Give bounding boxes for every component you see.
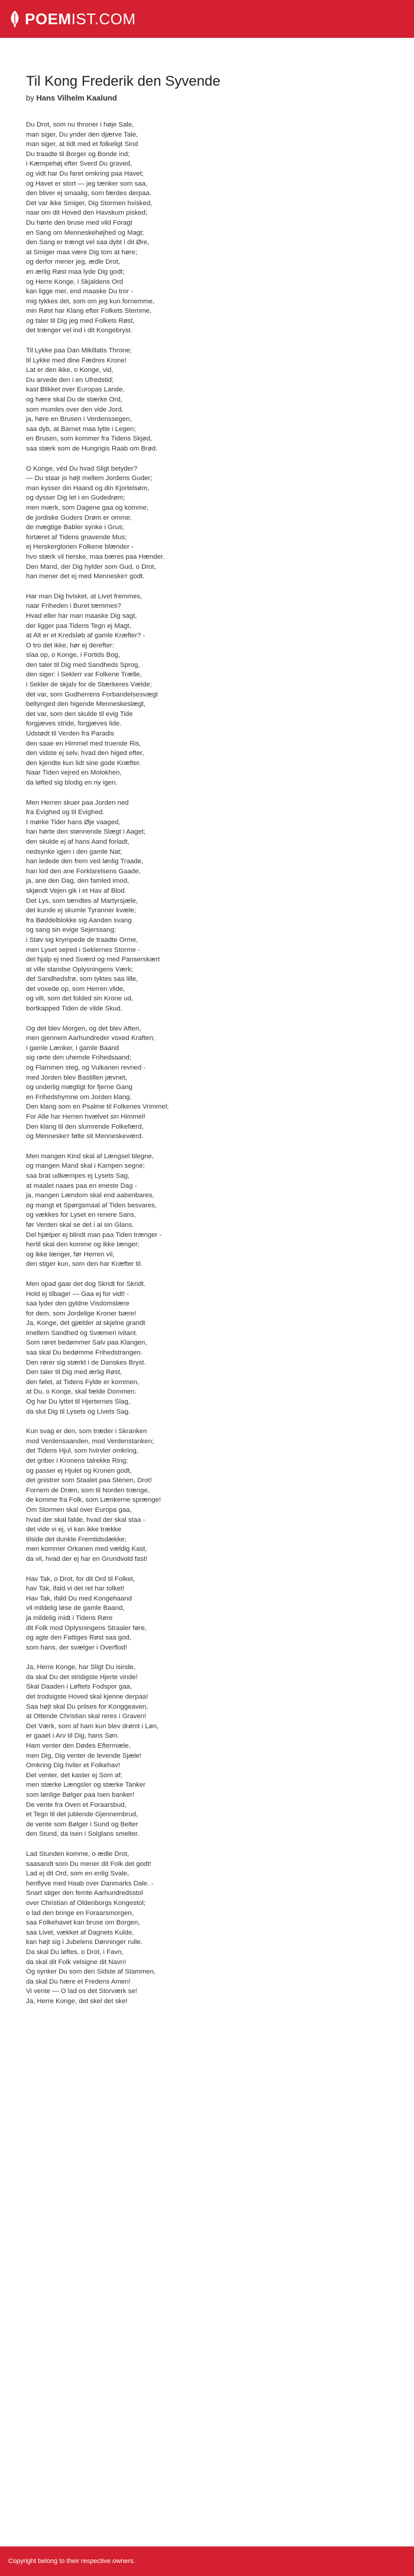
poem-line: man siger, Du ynder den djærve Tale, [26, 131, 138, 138]
poem-line: saa skal Du bedømme Frihedstrangen. [26, 1349, 143, 1357]
poem-line: den taler til Dig med Sandheds Sprog, [26, 661, 140, 669]
poem-line: da vil, hvad der ej har en Grundvold fast! [26, 1555, 148, 1563]
poem-line: over Christian af Oldenborgs Kongestol; [26, 1899, 145, 1907]
poem-line: ja mildelig midt i Tidens Røre [26, 1614, 113, 1622]
poem-line: den kjendte kun lidt sine gode Kræfter. [26, 759, 141, 767]
poem-line: og Havet er stort — jeg tænker som saa, [26, 180, 148, 187]
poem-line: naar Friheden i Buret tæmmes? [26, 602, 121, 610]
poem-line: og underlig mægtigt for fjerne Gang [26, 1084, 132, 1091]
poem-line: Saa højt skal Du priises for Konggeaven, [26, 1703, 148, 1710]
poem-line: Ham venter den Dødes Eftermæle, [26, 1742, 131, 1750]
poem-body [26, 120, 388, 2006]
poem-stanza [26, 464, 388, 582]
poem-line: Har man Dig hvisket, at Livet fremmes, [26, 592, 143, 600]
poem-title: Til Kong Frederik den Syvende [26, 73, 221, 89]
poem-line: Den rører sig stærkt i de Danskes Bryst. [26, 1359, 146, 1366]
poem-line: de komme fra Folk, som Lænkerne sprænge! [26, 1496, 161, 1504]
poem-line: Den klang som en Psalme til Folkenes Vrimmel; [26, 1103, 169, 1111]
poem-line: Del hjælper ej blindt man paa Tiden trænger - [26, 1231, 162, 1239]
poem-line: før Verden skal se det i al sin Glans. [26, 1221, 134, 1229]
poem-line: saa brat udkæmpes ej Lysets Sag, [26, 1172, 130, 1180]
poem-line: men kommer Orkanen med vældig Kast, [26, 1545, 147, 1553]
poem-line: kast Blikket over Europas Lande, [26, 386, 125, 394]
poem-line: en Brusen, som kommer fra Tidens Skjød, [26, 435, 152, 443]
byline-prefix: by [26, 93, 37, 102]
poem-line: til Lykke med dine Fædres Krone! [26, 357, 127, 364]
poem-line: da skal Du det stridigste Hjerte vinde! [26, 1673, 138, 1681]
poem-line: da slut Dig til Lysets og Livets Sag. [26, 1408, 131, 1415]
poem-line: i Sekler de skjalv for de Stærkeres Vælde; [26, 681, 152, 689]
poem-line: Og det blev Morgen, og det blev Aften, [26, 1025, 141, 1032]
poem-line: det voxede op, som Herren vilde, [26, 985, 125, 993]
poem-line: i Kæmpehøj efter Sverd Du graved, [26, 160, 132, 168]
poem-stanza [26, 346, 388, 454]
poem-line: Du Drot, som nu throner i høje Sale, [26, 121, 134, 128]
poem-line: da skal dit Folk velsigne dit Navn! [26, 1958, 127, 1966]
poem-stanza [26, 1024, 388, 1142]
poem-line: Til Lykke paa Dan Mikillatis Throne; [26, 347, 132, 355]
poem-line: Vi vente — O lad os det Storværk se! [26, 1988, 137, 1995]
poem-line: tilside det dunkle Fremtidsdække; [26, 1535, 127, 1543]
poem-line: Ja, Herre Konge, har Sligt Du isinde, [26, 1664, 135, 1671]
poem-line: Det venter, det kaster ej Som af; [26, 1771, 122, 1779]
poem-line: at Smiger maa være Dig tom at høre; [26, 248, 138, 256]
poem-line: saa lyder den gyldne Visdomslære [26, 1300, 130, 1308]
author-link[interactable]: Hans Vilhelm Kaalund [36, 93, 117, 102]
poem-line: det var, som Gudherrens Forbandelsesvægt [26, 691, 158, 698]
poem-line: saa stærk som de Hungrigis Raab om Brød. [26, 445, 158, 452]
poem-line: fortæret af Tidens gnavende Mus; [26, 533, 127, 541]
poem-line: sig rørte den uhemde Frihedsaand; [26, 1054, 131, 1062]
poem-stanza [26, 1152, 388, 1269]
poem-line: Udstødt til Verden fra Paradis [26, 730, 114, 738]
poem-line: det griber i Kronens talrekke Ring; [26, 1457, 128, 1464]
poem-line: hvad der skal falde, hvad der skal staa - [26, 1516, 145, 1524]
poem-line: Det var ikke Smiger, Dig Stormen hvisked, [26, 199, 153, 207]
poem-line: Det Lys, som tændtes af Martyrsjæle, [26, 897, 138, 905]
poem-line: og agte den Fattiges Røst saa god, [26, 1634, 131, 1642]
poem-line: Naar Tiden vejred en Molokhen, [26, 769, 122, 777]
poem-line: ja, ane den Dag, den famled imod, [26, 877, 130, 885]
poem-line: som lønlige Bølger paa Isen banker! [26, 1791, 134, 1799]
poem-line: og vidt har Du faret omkring paa Havet; [26, 170, 144, 177]
poem-line: men gjennem Aarhundreder voxed Kraften; [26, 1035, 155, 1042]
poem-line: men Dig, Dig venter de levende Sjæle! [26, 1752, 142, 1760]
poem-line: da skal Du hære et Fredens Amen! [26, 1978, 131, 1985]
poem-line: vil mildelig løse de gamle Baand, [26, 1605, 125, 1612]
poem-stanza [26, 1574, 388, 1653]
poem-line: Men mangen Kind skal af Længsel blegne, [26, 1152, 154, 1160]
poem-line: er gaaet i Arv til Dig, hans Søn. [26, 1732, 119, 1740]
poem-line: saa Livet, vækket af Dagnets Kulde, [26, 1929, 134, 1936]
poem-line: som mumles over den vide Jord, [26, 406, 124, 413]
poem-line: O tro det ikke, hør ej derefter: [26, 641, 114, 649]
poem-line: saa Folkehavet kan bruse om Borgen, [26, 1919, 140, 1927]
poem-line: hvo stærk vil herske, maa bæres paa Hænder. [26, 553, 165, 560]
poem-line: o lad den bringe en Foraarsmorgen, [26, 1909, 134, 1917]
poem-line: og Menneskeт følte sit Menneskeværd. [26, 1133, 144, 1140]
poem-line: det Tidens Hjul, som hvirvler omkring, [26, 1447, 138, 1455]
poem-line: det gnistrer som Staalet paa Stenen, Drot! [26, 1477, 152, 1485]
poem-line: det var, som den skulde til evig Tide [26, 710, 133, 718]
poem-line: den Stund, da Isen i Solglans smelter. [26, 1830, 140, 1838]
poem-line: og derfor mener jeg, ædle Drot, [26, 258, 120, 266]
poem-line: fra Bøddelblokke sig Aanden svang [26, 916, 132, 924]
poem-line: han mener det ej med Menneskeт godt. [26, 573, 145, 581]
poem-line: den skulde ej af hans Aand forladt, [26, 838, 130, 845]
poem-line: Men Herren skuer paa Jorden ned [26, 799, 129, 806]
poem-line: Lat er den ikke, o Konge, vid, [26, 367, 114, 374]
poem-content [0, 38, 414, 2006]
poem-line: de mægtige Babler synke i Grus; [26, 524, 124, 532]
poem-line: forgjæves stride, forgjæves lide. [26, 720, 122, 728]
poem-line: og mangen Mand skal i Kampen segne; [26, 1162, 145, 1170]
poem-line: Skal Daaden i Løftets Fodspor gaa, [26, 1683, 132, 1691]
poem-line: Da skal Du løftes, o Drot, i Favn, [26, 1948, 124, 1956]
poem-line: for dem, som Jordelige Kroner bære! [26, 1310, 137, 1317]
poem-line: i Støv sig krympede de traadte Orme, [26, 936, 138, 944]
site-header [0, 0, 414, 38]
poem-line: og passer ej Hjulet og Kronen godt, [26, 1467, 132, 1475]
site-footer [0, 2546, 414, 2576]
poem-line: at maalet naaes paa en eneste Dag - [26, 1182, 137, 1190]
poem-line: og taler til Dig jeg med Folkets Røst, [26, 317, 135, 325]
poem-line: den saae en Himmel med truende Ris, [26, 740, 141, 747]
poem-line: henflyve med Haab over Danmarks Dale. - [26, 1880, 154, 1887]
poem-line: Den klang til den slumrende Folkefærd, [26, 1123, 144, 1130]
poem-line: den vidste ej selv, hvad den higed efter, [26, 750, 144, 757]
poem-line: han ledede den frem ved lønlig Traade, [26, 858, 144, 866]
poem-line: og ikke længer, før Herren vil, [26, 1250, 115, 1258]
poem-line: men Lyset sejred i Seklernes Storme - [26, 946, 140, 954]
poem-line: O Konge, véd Du hvad Sligt betyder? [26, 465, 138, 472]
poem-line: Og har Du lyttet til Hjerternes Slag, [26, 1398, 130, 1406]
poem-line: og vilt, som det folded sin Krone ud, [26, 995, 134, 1003]
copyright-text: Copyright belong to their respective owners. [8, 2558, 135, 2565]
poem-byline [26, 93, 388, 102]
poem-line: den Sang er trængt vel saa dybt i dit Øre, [26, 239, 150, 247]
poem-line: og Flammen steg, og Vulkanen revned - [26, 1064, 146, 1072]
poem-line: det vide vi ej, vi kan ikke trække [26, 1526, 121, 1534]
poem-line: i gamle Lænker, i gamle Baand [26, 1044, 119, 1052]
poem-line: I mørke Tider hans Øje vaaged, [26, 818, 121, 826]
poem-line: Og synker Du som den Sidste af Stammen, [26, 1968, 156, 1976]
poem-line: Hold ej tilbage! — Gaa ej for vidt! - [26, 1290, 130, 1298]
poem-line: min Røst har Klang efter Folkets Stemme, [26, 307, 152, 315]
poem-line: og hære skal Du de stærke Ord, [26, 396, 122, 404]
poem-line: og vækkes for Lyset en renere Sans, [26, 1211, 136, 1219]
poem-line: Ja, Konge, det gjælder at skjelne grandt [26, 1320, 145, 1327]
poem-line: han hørte den stønnende Slægt i Aaget; [26, 828, 145, 836]
poem-line: Lad Stunden komme, o ædle Drot, [26, 1850, 130, 1858]
poem-line: — Du staar jo højt mellem Jordens Guder; [26, 475, 153, 482]
poem-stanza [26, 798, 388, 1014]
poem-line: Fornem de Dræn, som til Norden trænge, [26, 1486, 150, 1494]
poem-line: Den Mand, der Dig hylder som Gud, o Drot, [26, 563, 156, 571]
poem-line: og dysser Dig let i en Gudedrøm; [26, 494, 125, 502]
poem-line: nedsynke igjen i den gamle Nat; [26, 848, 122, 856]
poem-line: at Du, o Konge, skal fælde Dommen. [26, 1388, 137, 1396]
poem-line: det Sandhedsfrø, som tyktes saa lille, [26, 976, 138, 983]
poem-line: Hvad eller har man maaske Dig sagt, [26, 612, 137, 620]
poem-line: man kysser din Haand og din Kjortelsøm, [26, 484, 150, 492]
poem-line: at Alt er et Kredsløb af gamle Kræfter? - [26, 632, 145, 640]
poem-line: kan ligge mer, end maaske Du tror - [26, 288, 134, 296]
poem-line: Snart stiger den femte Aarhundredsstol [26, 1890, 143, 1897]
poem-line: Hav Tak, ifald Du med Kongehaand [26, 1595, 132, 1602]
poem-stanza [26, 1663, 388, 1839]
poem-line: slaa op, o Konge, i Fortids Bog, [26, 652, 120, 659]
poem-line: en ærlig Røst maa lyde Dig godt; [26, 268, 125, 276]
poem-line: ja, mangen Lændom skal end aabenbares, [26, 1192, 154, 1200]
poem-line: og sang sin evige Sejerssang; [26, 926, 116, 934]
poem-line: med Jorden blev Bastillen jævnet, [26, 1074, 127, 1081]
poem-line: det trænger vel ind i dit Kongebryst. [26, 327, 132, 335]
poem-line: hav Tak, ifald vi det ret har tolket! [26, 1585, 125, 1593]
poem-line: det kunde ej skumle Tyranner kvæle; [26, 907, 136, 915]
poem-line: et Tegn til det jublende Gjennembrud, [26, 1811, 138, 1819]
poem-line: Du arvede den i en Ufredstid; [26, 376, 114, 384]
poem-line: der ligger paa Tidens Tegn ej Magt, [26, 622, 131, 630]
poem-line: det trodsigste Hoved skal kjenne derpaa! [26, 1693, 148, 1701]
poem-line: saasandt som Du mener dit Folk det godt! [26, 1860, 151, 1868]
poem-line: Hav Tak, o Drot, for dit Ord til Folket, [26, 1575, 135, 1583]
logo-wordmark: POEMIST.COM [25, 9, 136, 28]
poem-line: Du hørte den bruse med vild Foragt [26, 219, 132, 226]
poem-line: Lad ej dit Ord, som en enlig Svale, [26, 1870, 130, 1878]
poem-line: Kun svag er den, som træder i Skranken [26, 1428, 147, 1436]
poem-line: For Alle har Herren hvælvet sin Himmel! [26, 1113, 145, 1120]
poem-line: man siger, at tidt med et folkeligt Sind [26, 141, 138, 148]
poem-line: Den taler til Dig med ærlig Røst, [26, 1369, 122, 1376]
poem-line: at ville standse Oplysningens Værk; [26, 965, 134, 973]
poem-line: bortkapped Tiden de vilde Skud. [26, 1005, 122, 1013]
poem-line: de jordiske Guders Drøm er omme; [26, 514, 132, 521]
poem-line: at Ottende Christian skal reres i Graven! [26, 1713, 147, 1720]
poem-line: de vente som Bølger i Sund og Belter [26, 1820, 138, 1828]
poem-line: en Frihedshymne om Jorden klang. [26, 1093, 132, 1101]
poem-line: imellem Sandhed og Svæmeri ivitant. [26, 1329, 138, 1337]
site-logo[interactable] [8, 10, 136, 28]
poem-line: kan højt sig i Jubelens Dønninger rulle. [26, 1939, 143, 1946]
poem-line: som hans, der svælger i Overflod! [26, 1644, 127, 1651]
poem-line: og Herre Konge, i Skjaldens Ord [26, 278, 123, 286]
poem-line: Det Værk, som af ham kun blev drømt i Løn, [26, 1722, 159, 1730]
poem-line: han lod den ane Forklarelsens Gaade, [26, 867, 141, 875]
poem-line: den siger: i Seklerr var Folkene Trælle, [26, 671, 142, 679]
poem-line: den følet, at Tidens Fylde er kommen, [26, 1378, 140, 1386]
poem-line: dit Folk mod Oplysningens Straaler føre, [26, 1624, 147, 1632]
poem-line: den bliver ej smaalig, som færdes derpaa. [26, 190, 152, 197]
poem-line: fra Evighed og til Evighed. [26, 809, 105, 816]
poem-line: mig tykkes det, som om jeg kun fornemme, [26, 297, 155, 305]
poem-line: den stiger kun, som den har Kræfter til. [26, 1261, 143, 1268]
poem-line: Du traadte til Borger og Bonde ind; [26, 150, 130, 158]
poem-stanza [26, 1849, 388, 2007]
quill-icon [8, 10, 21, 28]
poem-stanza [26, 1427, 388, 1564]
poem-line: skjøndt Vejen gik i et Hav af Blod. [26, 887, 127, 895]
poem-line: beltynged den higende Menneskeslægt, [26, 701, 146, 708]
poem-line: det hjalp ej med Sværd og med Panserskært [26, 956, 160, 964]
poem-line: en Sang om Menneskehøjhed og Magt; [26, 229, 144, 236]
poem-line: mod Verdensaanden, mod Verdenstanken; [26, 1437, 154, 1445]
poem-line: saa dyb, at Barnet maa lytte i Legen; [26, 425, 136, 433]
poem-line: ej Herskerglorien Folkene blænder - [26, 543, 134, 551]
poem-line: Men opad gaar det dog Skridt for Skridt. [26, 1280, 145, 1288]
poem-stanza [26, 120, 388, 336]
poem-stanza [26, 1279, 388, 1417]
poem-line: og mangt et Spørgsmaal af Tiden besvares, [26, 1201, 157, 1209]
poem-line: Som røret bedømmer Salv paa Klangen, [26, 1339, 147, 1347]
poem-stanza [26, 592, 388, 788]
poem-line: Omkring Dig hviler et Folkehav! [26, 1762, 120, 1770]
poem-line: naar om dit Hoved den Havskum pisked; [26, 209, 148, 217]
poem-line: Om Stormen skal over Europa gaa, [26, 1506, 132, 1514]
poem-line: men mærk, som Dagene gaa og komme, [26, 504, 149, 511]
poem-line: hertil skal den komme og ikke længer; [26, 1241, 140, 1249]
poem-line: da løfted sig blodig en ny igen. [26, 779, 118, 786]
poem-line: De vente fra Oven et Foraarsbud, [26, 1801, 127, 1809]
poem-line: Ja, Herre Konge, det skel det ske! [26, 1997, 128, 2005]
poem-line: men stærke Længsler og stærke Tanker [26, 1781, 145, 1789]
poem-line: ja, høre en Brusen i Verdenssegen, [26, 416, 132, 423]
